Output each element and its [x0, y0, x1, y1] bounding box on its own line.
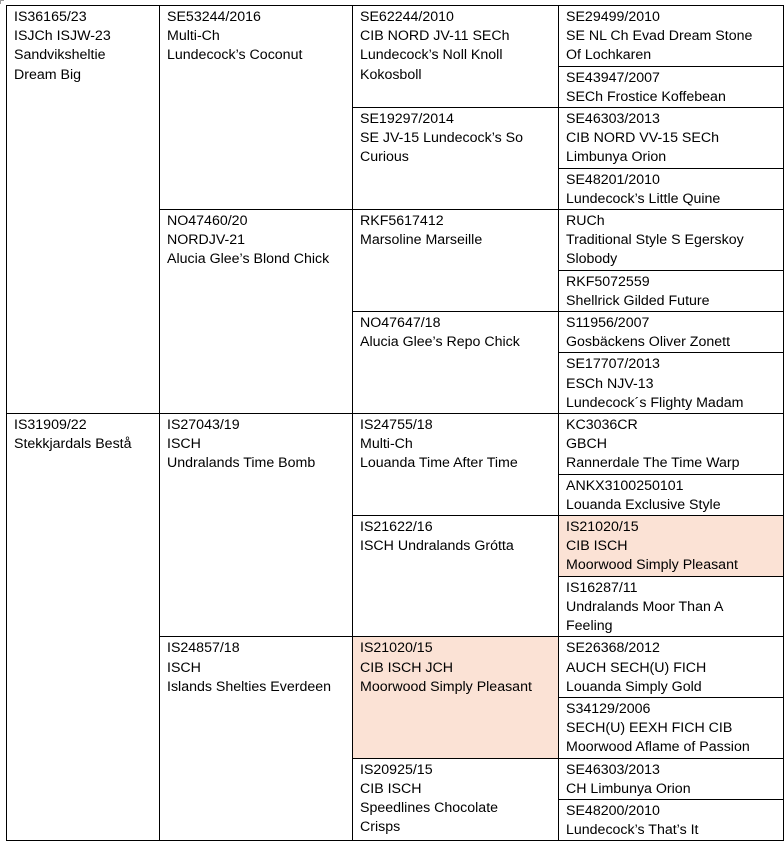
pedigree-line: Undralands Moor Than A — [566, 598, 724, 615]
pedigree-line: CIB NORD JV-11 SECh — [360, 28, 510, 45]
pedigree-line: Lundecock’s Noll Knoll — [360, 47, 503, 64]
pedigree-line: NO47460/20 — [167, 213, 248, 230]
pedigree-line: KC3036CR — [566, 417, 638, 434]
pedigree-cell — [160, 637, 353, 841]
pedigree-line: Speedlines Chocolate — [360, 799, 499, 816]
pedigree-cell — [7, 414, 160, 841]
pedigree-cell — [160, 6, 353, 210]
pedigree-table — [6, 5, 784, 841]
pedigree-cell — [353, 414, 559, 516]
pedigree-cell — [353, 637, 559, 758]
pedigree-line: IS24857/18 — [167, 640, 240, 657]
pedigree-cell — [559, 353, 784, 414]
pedigree-line: Crisps — [360, 819, 401, 836]
pedigree-line: SECh Frostice Koffebean — [566, 88, 726, 105]
pedigree-line: Multi-Ch — [360, 436, 413, 453]
pedigree-line: SE NL Ch Evad Dream Stone — [566, 28, 753, 45]
pedigree-line: SECH(U) EEXH FICH CIB — [566, 720, 733, 737]
pedigree-cell — [353, 6, 559, 108]
pedigree-line: RKF5617412 — [360, 213, 444, 230]
pedigree-cell — [559, 312, 784, 353]
pedigree-cell — [353, 210, 559, 312]
pedigree-cell — [559, 6, 784, 67]
pedigree-line: Lundecock’s Little Quine — [566, 190, 721, 207]
pedigree-line: Traditional Style S Egerskoy — [566, 232, 744, 249]
pedigree-line: Lundecock’s Coconut — [167, 47, 303, 64]
pedigree-line: SE19297/2014 — [360, 111, 454, 128]
pedigree-line: Moorwood Simply Pleasant — [566, 557, 738, 574]
pedigree-line: Rannerdale The Time Warp — [566, 455, 740, 472]
pedigree-line: IS21020/15 — [360, 640, 433, 657]
pedigree-line: Marsoline Marseille — [360, 232, 483, 249]
pedigree-line: Kokosboll — [360, 66, 422, 83]
pedigree-line: Sandviksheltie — [14, 47, 106, 64]
pedigree-cell — [160, 210, 353, 414]
pedigree-line: CH Limbunya Orion — [566, 780, 691, 797]
pedigree-line: Islands Shelties Everdeen — [167, 678, 332, 695]
pedigree-line: ISCH — [167, 436, 201, 453]
pedigree-line: Alucia Glee’s Repo Chick — [360, 334, 520, 351]
pedigree-cell — [559, 697, 784, 758]
pedigree-line: Feeling — [566, 618, 613, 635]
pedigree-cell — [559, 270, 784, 311]
pedigree-cell — [559, 516, 784, 577]
page-corner-mark — [0, 0, 4, 4]
pedigree-line: Limbunya Orion — [566, 149, 667, 166]
pedigree-line: IS16287/11 — [566, 579, 638, 596]
pedigree-cell — [559, 168, 784, 209]
pedigree-line: Lundecock´s Flighty Madam — [566, 394, 744, 411]
pedigree-line: Louanda Simply Gold — [566, 678, 702, 695]
pedigree-cell — [559, 414, 784, 475]
pedigree-cell — [353, 758, 559, 841]
pedigree-line: GBCH — [566, 436, 607, 453]
pedigree-line: SE48200/2010 — [566, 802, 660, 819]
pedigree-line: S11956/2007 — [566, 315, 650, 332]
pedigree-cell — [353, 516, 559, 637]
pedigree-cell — [559, 576, 784, 637]
pedigree-cell — [160, 414, 353, 637]
pedigree-line: ISCH — [167, 659, 201, 676]
pedigree-line: Moorwood Simply Pleasant — [360, 678, 532, 695]
pedigree-line: Louanda Time After Time — [360, 455, 518, 472]
pedigree-cell — [559, 637, 784, 698]
pedigree-line: Multi-Ch — [167, 28, 220, 45]
pedigree-line: SE46303/2013 — [566, 111, 660, 128]
pedigree-line: IS27043/19 — [167, 417, 240, 434]
pedigree-line: Lundecock’s That’s It — [566, 822, 699, 839]
pedigree-line: S34129/2006 — [566, 700, 651, 717]
pedigree-line: IS21020/15 — [566, 519, 639, 536]
pedigree-line: IS31909/22 — [14, 417, 87, 434]
pedigree-line: IS36165/23 — [14, 9, 87, 25]
pedigree-line: RKF5072559 — [566, 273, 650, 290]
pedigree-cell — [7, 6, 160, 414]
pedigree-cell — [353, 108, 559, 210]
pedigree-line: Stekkjardals Bestå — [14, 436, 132, 453]
pedigree-cell — [559, 799, 784, 840]
pedigree-cell — [559, 108, 784, 169]
pedigree-line: Dream Big — [14, 66, 82, 83]
pedigree-line: AUCH SECH(U) FICH — [566, 659, 707, 676]
pedigree-line: Curious — [360, 149, 409, 166]
pedigree-line: NORDJV-21 — [167, 232, 246, 249]
pedigree-line: Louanda Exclusive Style — [566, 496, 721, 513]
pedigree-line: Alucia Glee’s Blond Chick — [167, 251, 330, 268]
pedigree-line: RUCh — [566, 213, 605, 230]
pedigree-line: IS21622/16 — [360, 519, 433, 536]
pedigree-line: SE46303/2013 — [566, 761, 660, 778]
pedigree-line: SE29499/2010 — [566, 9, 660, 25]
pedigree-line: SE53244/2016 — [167, 9, 261, 25]
pedigree-cell — [559, 474, 784, 515]
pedigree-line: Undralands Time Bomb — [167, 455, 316, 472]
pedigree-line: SE62244/2010 — [360, 9, 454, 25]
pedigree-line: ANKX3100250101 — [566, 477, 684, 494]
pedigree-line: SE JV-15 Lundecock’s So — [360, 130, 523, 147]
pedigree-line: CIB ISCH JCH — [360, 659, 454, 676]
pedigree-line: IS24755/18 — [360, 417, 433, 434]
pedigree-line: NO47647/18 — [360, 315, 441, 332]
pedigree-cell — [559, 66, 784, 107]
pedigree-line: IS20925/15 — [360, 761, 433, 778]
pedigree-line: SE43947/2007 — [566, 69, 660, 86]
pedigree-line: CIB NORD VV-15 SECh — [566, 130, 719, 147]
pedigree-cell — [559, 210, 784, 271]
pedigree-line: Moorwood Aflame of Passion — [566, 739, 750, 756]
pedigree-line: SE17707/2013 — [566, 356, 660, 373]
pedigree-line: ISCH Undralands Grótta — [360, 538, 514, 555]
pedigree-cell — [353, 312, 559, 414]
pedigree-line: Shellrick Gilded Future — [566, 292, 710, 309]
pedigree-line: CIB ISCH — [566, 538, 628, 555]
pedigree-line: Of Lochkaren — [566, 47, 652, 64]
pedigree-line: SE48201/2010 — [566, 171, 660, 188]
pedigree-line: Gosbäckens Oliver Zonett — [566, 334, 731, 351]
pedigree-line: ISJCh ISJW-23 — [14, 28, 111, 45]
pedigree-line: SE26368/2012 — [566, 640, 660, 657]
pedigree-line: ESCh NJV-13 — [566, 375, 654, 392]
pedigree-line: Slobody — [566, 251, 618, 268]
pedigree-cell — [559, 758, 784, 799]
pedigree-line: CIB ISCH — [360, 780, 422, 797]
